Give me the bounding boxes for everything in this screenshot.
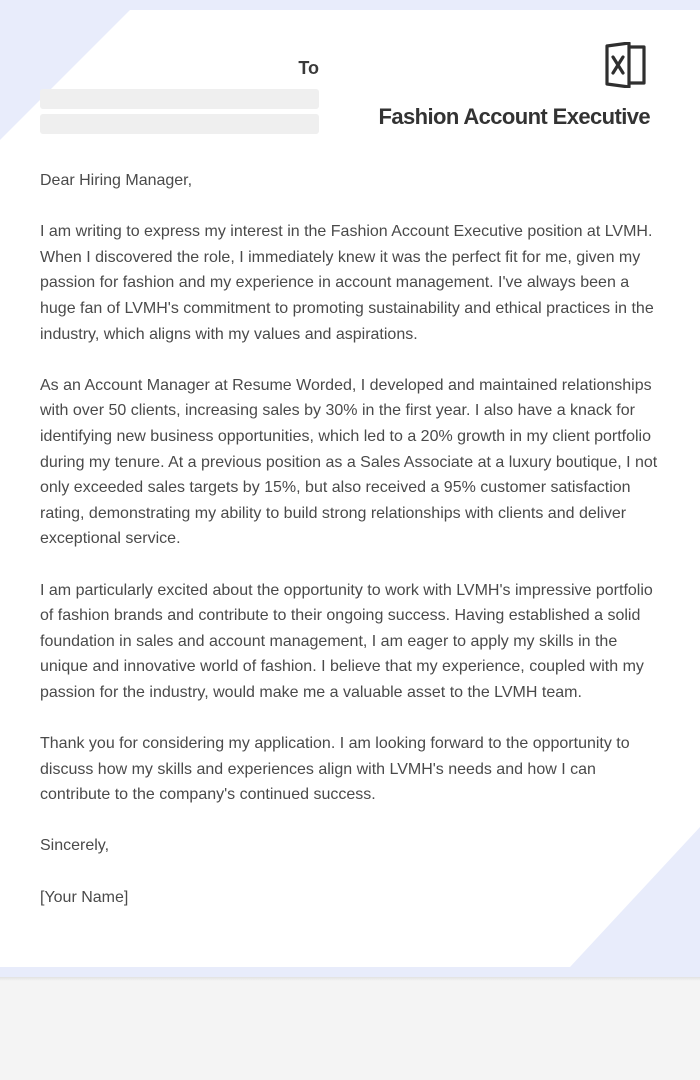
recipient-address-line-1	[40, 89, 319, 109]
letter-body	[40, 168, 665, 936]
job-title: Fashion Account Executive	[378, 104, 650, 129]
paragraph-4: Thank you for considering my application. I am looking forward to the opportunity to discuss how my skills and experiences align with LVMH's needs and how I can contribute to the company's continued success.	[40, 735, 630, 804]
page-shadow	[0, 977, 700, 981]
greeting: Dear Hiring Manager,	[40, 172, 193, 189]
paragraph-2: As an Account Manager at Resume Worded, I developed and maintained relationships with over 50 clients, increasing sales by 30% in the first year. I also have a knack for identifying new business opportunities, which led to a 20% growth in my client portfolio during my tenure. At a previous position as a Sales Associate at a luxury boutique, I not only exceeded sales targets by 15%, but also received a 95% customer satisfaction rating, demonstrating my ability to build strong relationships with clients and deliver exceptional service.	[40, 376, 658, 548]
signature: [Your Name]	[40, 888, 129, 906]
closing: Sincerely,	[40, 837, 110, 855]
document-x-icon	[603, 42, 647, 88]
paragraph-1: I am writing to express my interest in the Fashion Account Executive position at LVMH. When I discovered the role, I immediately knew it was the perfect fit for me, given my passion for fashion and my experience in account management. I've always been a huge fan of LVMH's commitment to promoting sustainability and ethical practices in the industry, which aligns with my values and aspirations.	[40, 223, 654, 343]
paragraph-3: I am particularly excited about the opportunity to work with LVMH's impressive portfolio of fashion brands and contribute to their ongoing success. Having established a solid foundation in sales and account management, I am eager to apply my skills in the unique and innovative world of fashion. I believe that my experience, coupled with my passion for the industry, would make me a valuable asset to the LVMH team.	[40, 581, 653, 701]
recipient-label: To	[298, 58, 319, 78]
recipient-address-line-2	[40, 114, 319, 134]
